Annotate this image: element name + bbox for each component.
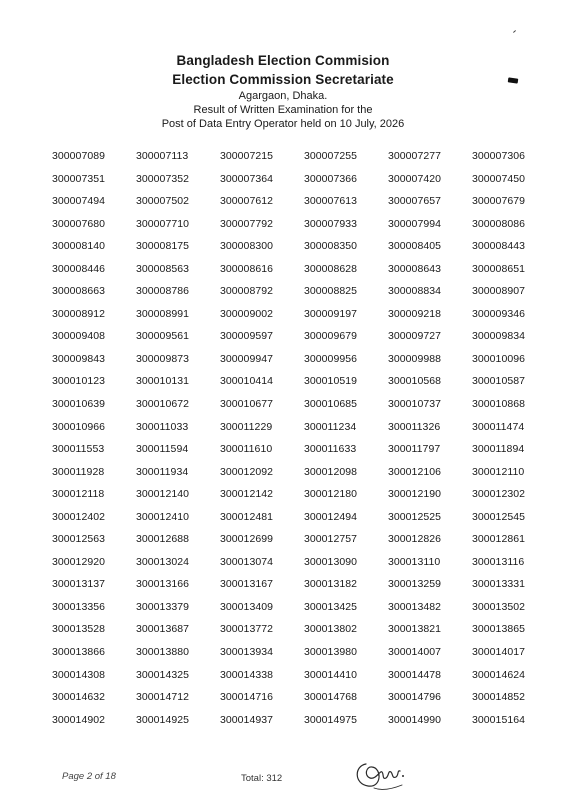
roll-number-cell: 300012494 (304, 510, 358, 523)
roll-number-cell: 300007364 (220, 172, 274, 185)
roll-number-cell: 300012092 (220, 465, 274, 478)
roll-number-cell: 300007351 (52, 172, 106, 185)
roll-number-cell: 300007680 (52, 217, 106, 230)
roll-number-cell: 300012410 (136, 510, 190, 523)
roll-number-cell: 300014632 (52, 691, 106, 704)
roll-number-cell: 300014990 (388, 713, 442, 726)
roll-number-cell: 300012302 (472, 488, 526, 501)
roll-number-cell: 300008300 (220, 240, 274, 253)
exam-title-line2: Post of Data Entry Operator held on 10 July, 2026 (161, 118, 405, 130)
roll-number-cell: 300008643 (388, 262, 442, 275)
roll-number-cell: 300010685 (304, 398, 358, 411)
roll-number-cell: 300013866 (52, 646, 106, 659)
roll-number-cell: 300011553 (52, 443, 105, 456)
roll-number-cell: 300010587 (472, 375, 526, 388)
roll-number-cell: 300013865 (472, 623, 526, 636)
roll-number-cell: 300014410 (304, 668, 358, 681)
roll-number-cell: 300012920 (52, 555, 106, 568)
roll-number-cell: 300013821 (388, 623, 442, 636)
roll-number-cell: 300013934 (220, 646, 274, 659)
roll-number-cell: 300007792 (220, 217, 274, 230)
roll-number-cell: 300010568 (388, 375, 442, 388)
roll-number-cell: 300013331 (472, 578, 526, 591)
roll-number-cell: 300009218 (388, 307, 442, 320)
roll-number-cell: 300011633 (304, 443, 357, 456)
roll-number-cell: 300012190 (388, 488, 442, 501)
roll-number-cell: 300008628 (304, 262, 358, 275)
roll-number-cell: 300011474 (472, 420, 525, 433)
roll-number-cell: 300014852 (472, 691, 526, 704)
roll-number-cell: 300007933 (304, 217, 358, 230)
roll-number-cell: 300009561 (136, 330, 190, 343)
roll-number-cell: 300014937 (220, 713, 274, 726)
roll-number-cell: 300014902 (52, 713, 106, 726)
roll-number-cell: 300009346 (472, 307, 526, 320)
document-header (0, 52, 566, 131)
roll-number-cell: 300012142 (220, 488, 274, 501)
roll-number-cell: 300009002 (220, 307, 274, 320)
roll-number-cell: 300014716 (220, 691, 274, 704)
roll-number-cell: 300007089 (52, 150, 106, 162)
roll-number-cell: 300014308 (52, 668, 106, 681)
roll-number-cell: 300008350 (304, 240, 358, 253)
roll-number-cell: 300010131 (136, 375, 190, 388)
roll-number-cell: 300011928 (52, 465, 105, 478)
roll-number-cell: 300013802 (304, 623, 358, 636)
roll-number-cell: 300011033 (136, 420, 189, 433)
roll-number-cell: 300014325 (136, 668, 190, 681)
roll-number-cell: 300010672 (136, 398, 190, 411)
secretariat-title: Election Commission Secretariate (172, 72, 394, 87)
roll-number-cell: 300007215 (220, 150, 274, 162)
roll-number-cell: 300013980 (304, 646, 358, 659)
roll-number-cell: 300013772 (220, 623, 274, 636)
roll-number-cell: 300012098 (304, 465, 358, 478)
roll-number-cell: 300007657 (388, 195, 442, 208)
roll-number-cell: 300009597 (220, 330, 274, 343)
roll-number-cell: 300008792 (220, 285, 274, 298)
roll-number-cell: 300013379 (136, 600, 190, 613)
roll-number-cell: 300012826 (388, 533, 442, 546)
roll-number-cell: 300011894 (472, 443, 525, 456)
roll-number-cell: 300007612 (220, 195, 274, 208)
roll-number-cell: 300012118 (52, 488, 105, 501)
roll-number-cell: 300007710 (136, 217, 190, 230)
total-count: Total: 312 (241, 773, 283, 784)
roll-number-cell: 300013090 (304, 555, 358, 568)
roll-number-cell: 300014007 (388, 646, 442, 659)
roll-number-cell: 300013167 (220, 578, 274, 591)
roll-number-cell: 300012110 (472, 465, 525, 478)
roll-number-cell: 300008563 (136, 262, 190, 275)
roll-number-cell: 300012525 (388, 510, 442, 523)
roll-number-cell: 300011234 (304, 420, 357, 433)
roll-number-cell: 300012106 (388, 465, 442, 478)
exam-title-line1: Result of Written Examination for the (193, 104, 373, 116)
roll-number-cell: 300012563 (52, 533, 106, 546)
roll-number-cell: 300007502 (136, 195, 190, 208)
roll-number-cell: 300008140 (52, 240, 106, 253)
roll-number-cell: 300010096 (472, 352, 526, 365)
roll-number-cell: 300009988 (388, 352, 442, 365)
roll-number-cell: 300009197 (304, 307, 358, 320)
roll-number-cell: 300009727 (388, 330, 442, 343)
roll-number-cell: 300009843 (52, 352, 106, 365)
roll-number-cell: 300013409 (220, 600, 274, 613)
roll-number-cell: 300009408 (52, 330, 106, 343)
roll-number-cell: 300014925 (136, 713, 190, 726)
roll-number-cell: 300013182 (304, 578, 358, 591)
roll-number-cell: 300007679 (472, 195, 526, 208)
roll-number-cell: 300011594 (136, 443, 189, 456)
roll-number-cell: 300008443 (472, 240, 526, 253)
roll-number-cell: 300009947 (220, 352, 274, 365)
roll-number-cell: 300008907 (472, 285, 526, 298)
roll-number-cell: 300009834 (472, 330, 526, 343)
roll-number-cell: 300007420 (388, 172, 442, 185)
roll-number-cell: 300009679 (304, 330, 358, 343)
location-line: Agargaon, Dhaka. (238, 90, 328, 102)
roll-number-cell: 300008912 (52, 307, 106, 320)
roll-number-cell: 300013259 (388, 578, 442, 591)
roll-number-cell: 300013074 (220, 555, 274, 568)
roll-number-cell: 300009873 (136, 352, 190, 365)
roll-number-cell: 300014338 (220, 668, 274, 681)
roll-number-cell: 300013116 (472, 555, 525, 568)
roll-number-cell: 300008086 (472, 217, 526, 230)
roll-number-cell: 300014975 (304, 713, 358, 726)
roll-number-cell: 300008663 (52, 285, 106, 298)
roll-number-cell: 300013425 (304, 600, 358, 613)
roll-number-cell: 300011326 (388, 420, 441, 433)
roll-number-cell: 300014624 (472, 668, 526, 681)
roll-number-cell: 300013880 (136, 646, 190, 659)
roll-number-cell: 300008825 (304, 285, 358, 298)
roll-number-cell: 300008651 (472, 262, 526, 275)
roll-number-cell: 300008405 (388, 240, 442, 253)
roll-number-cell: 300010966 (52, 420, 106, 433)
commission-title: Bangladesh Election Commision (176, 53, 390, 68)
roll-number-cell: 300012688 (136, 533, 190, 546)
roll-number-cell: 300007352 (136, 172, 190, 185)
roll-number-cell: 300010519 (304, 375, 358, 388)
roll-number-cell: 300012699 (220, 533, 274, 546)
roll-number-cell: 300012402 (52, 510, 106, 523)
roll-number-cell: 300015164 (472, 713, 526, 726)
roll-number-cell: 300014017 (472, 646, 526, 659)
roll-number-cell: 300010123 (52, 375, 106, 388)
roll-number-cell: 300012140 (136, 488, 190, 501)
roll-number-cell: 300008991 (136, 307, 190, 320)
roll-number-cell: 300013482 (388, 600, 442, 613)
roll-number-cell: 300013528 (52, 623, 106, 636)
roll-number-cell: 300010639 (52, 398, 106, 411)
roll-number-cell: 300007450 (472, 172, 526, 185)
roll-number-cell: 300008786 (136, 285, 190, 298)
signature-image (352, 758, 412, 797)
roll-number-cell: 300012180 (304, 488, 358, 501)
roll-number-cell: 300013166 (136, 578, 190, 591)
roll-number-cell: 300007366 (304, 172, 358, 185)
roll-number-cell: 300011934 (136, 465, 189, 478)
roll-number-cell: 300007277 (388, 150, 442, 162)
stray-mark (513, 30, 516, 33)
roll-number-cell: 300014712 (136, 691, 190, 704)
roll-number-cell: 300013110 (388, 555, 441, 568)
roll-number-grid (52, 148, 557, 734)
roll-number-cell: 300012861 (472, 533, 526, 546)
roll-number-cell: 300009956 (304, 352, 358, 365)
roll-number-cell: 300007494 (52, 195, 106, 208)
roll-number-cell: 300013502 (472, 600, 526, 613)
roll-number-cell: 300010868 (472, 398, 526, 411)
roll-number-cell: 300008446 (52, 262, 106, 275)
roll-number-cell: 300012481 (220, 510, 274, 523)
roll-number-cell: 300007613 (304, 195, 358, 208)
roll-number-cell: 300008175 (136, 240, 190, 253)
roll-number-cell: 300012757 (304, 533, 358, 546)
roll-number-cell: 300010677 (220, 398, 274, 411)
roll-number-cell: 300013024 (136, 555, 190, 568)
roll-number-cell: 300014768 (304, 691, 358, 704)
roll-number-cell: 300013137 (52, 578, 106, 591)
roll-number-cell: 300011797 (388, 443, 441, 456)
roll-number-cell: 300007113 (136, 150, 189, 162)
roll-number-cell: 300014478 (388, 668, 442, 681)
roll-number-cell: 300013687 (136, 623, 190, 636)
roll-number-cell: 300013356 (52, 600, 106, 613)
roll-number-cell: 300010414 (220, 375, 274, 388)
roll-number-cell: 300007255 (304, 150, 358, 162)
roll-number-cell: 300008616 (220, 262, 274, 275)
roll-number-cell: 300008834 (388, 285, 442, 298)
page-number: Page 2 of 18 (62, 771, 116, 782)
roll-number-cell: 300011610 (220, 443, 273, 456)
roll-number-cell: 300011229 (220, 420, 273, 433)
roll-number-cell: 300012545 (472, 510, 526, 523)
roll-number-cell: 300010737 (388, 398, 442, 411)
roll-number-cell: 300007306 (472, 150, 526, 162)
roll-number-cell: 300007994 (388, 217, 442, 230)
roll-number-cell: 300014796 (388, 691, 442, 704)
